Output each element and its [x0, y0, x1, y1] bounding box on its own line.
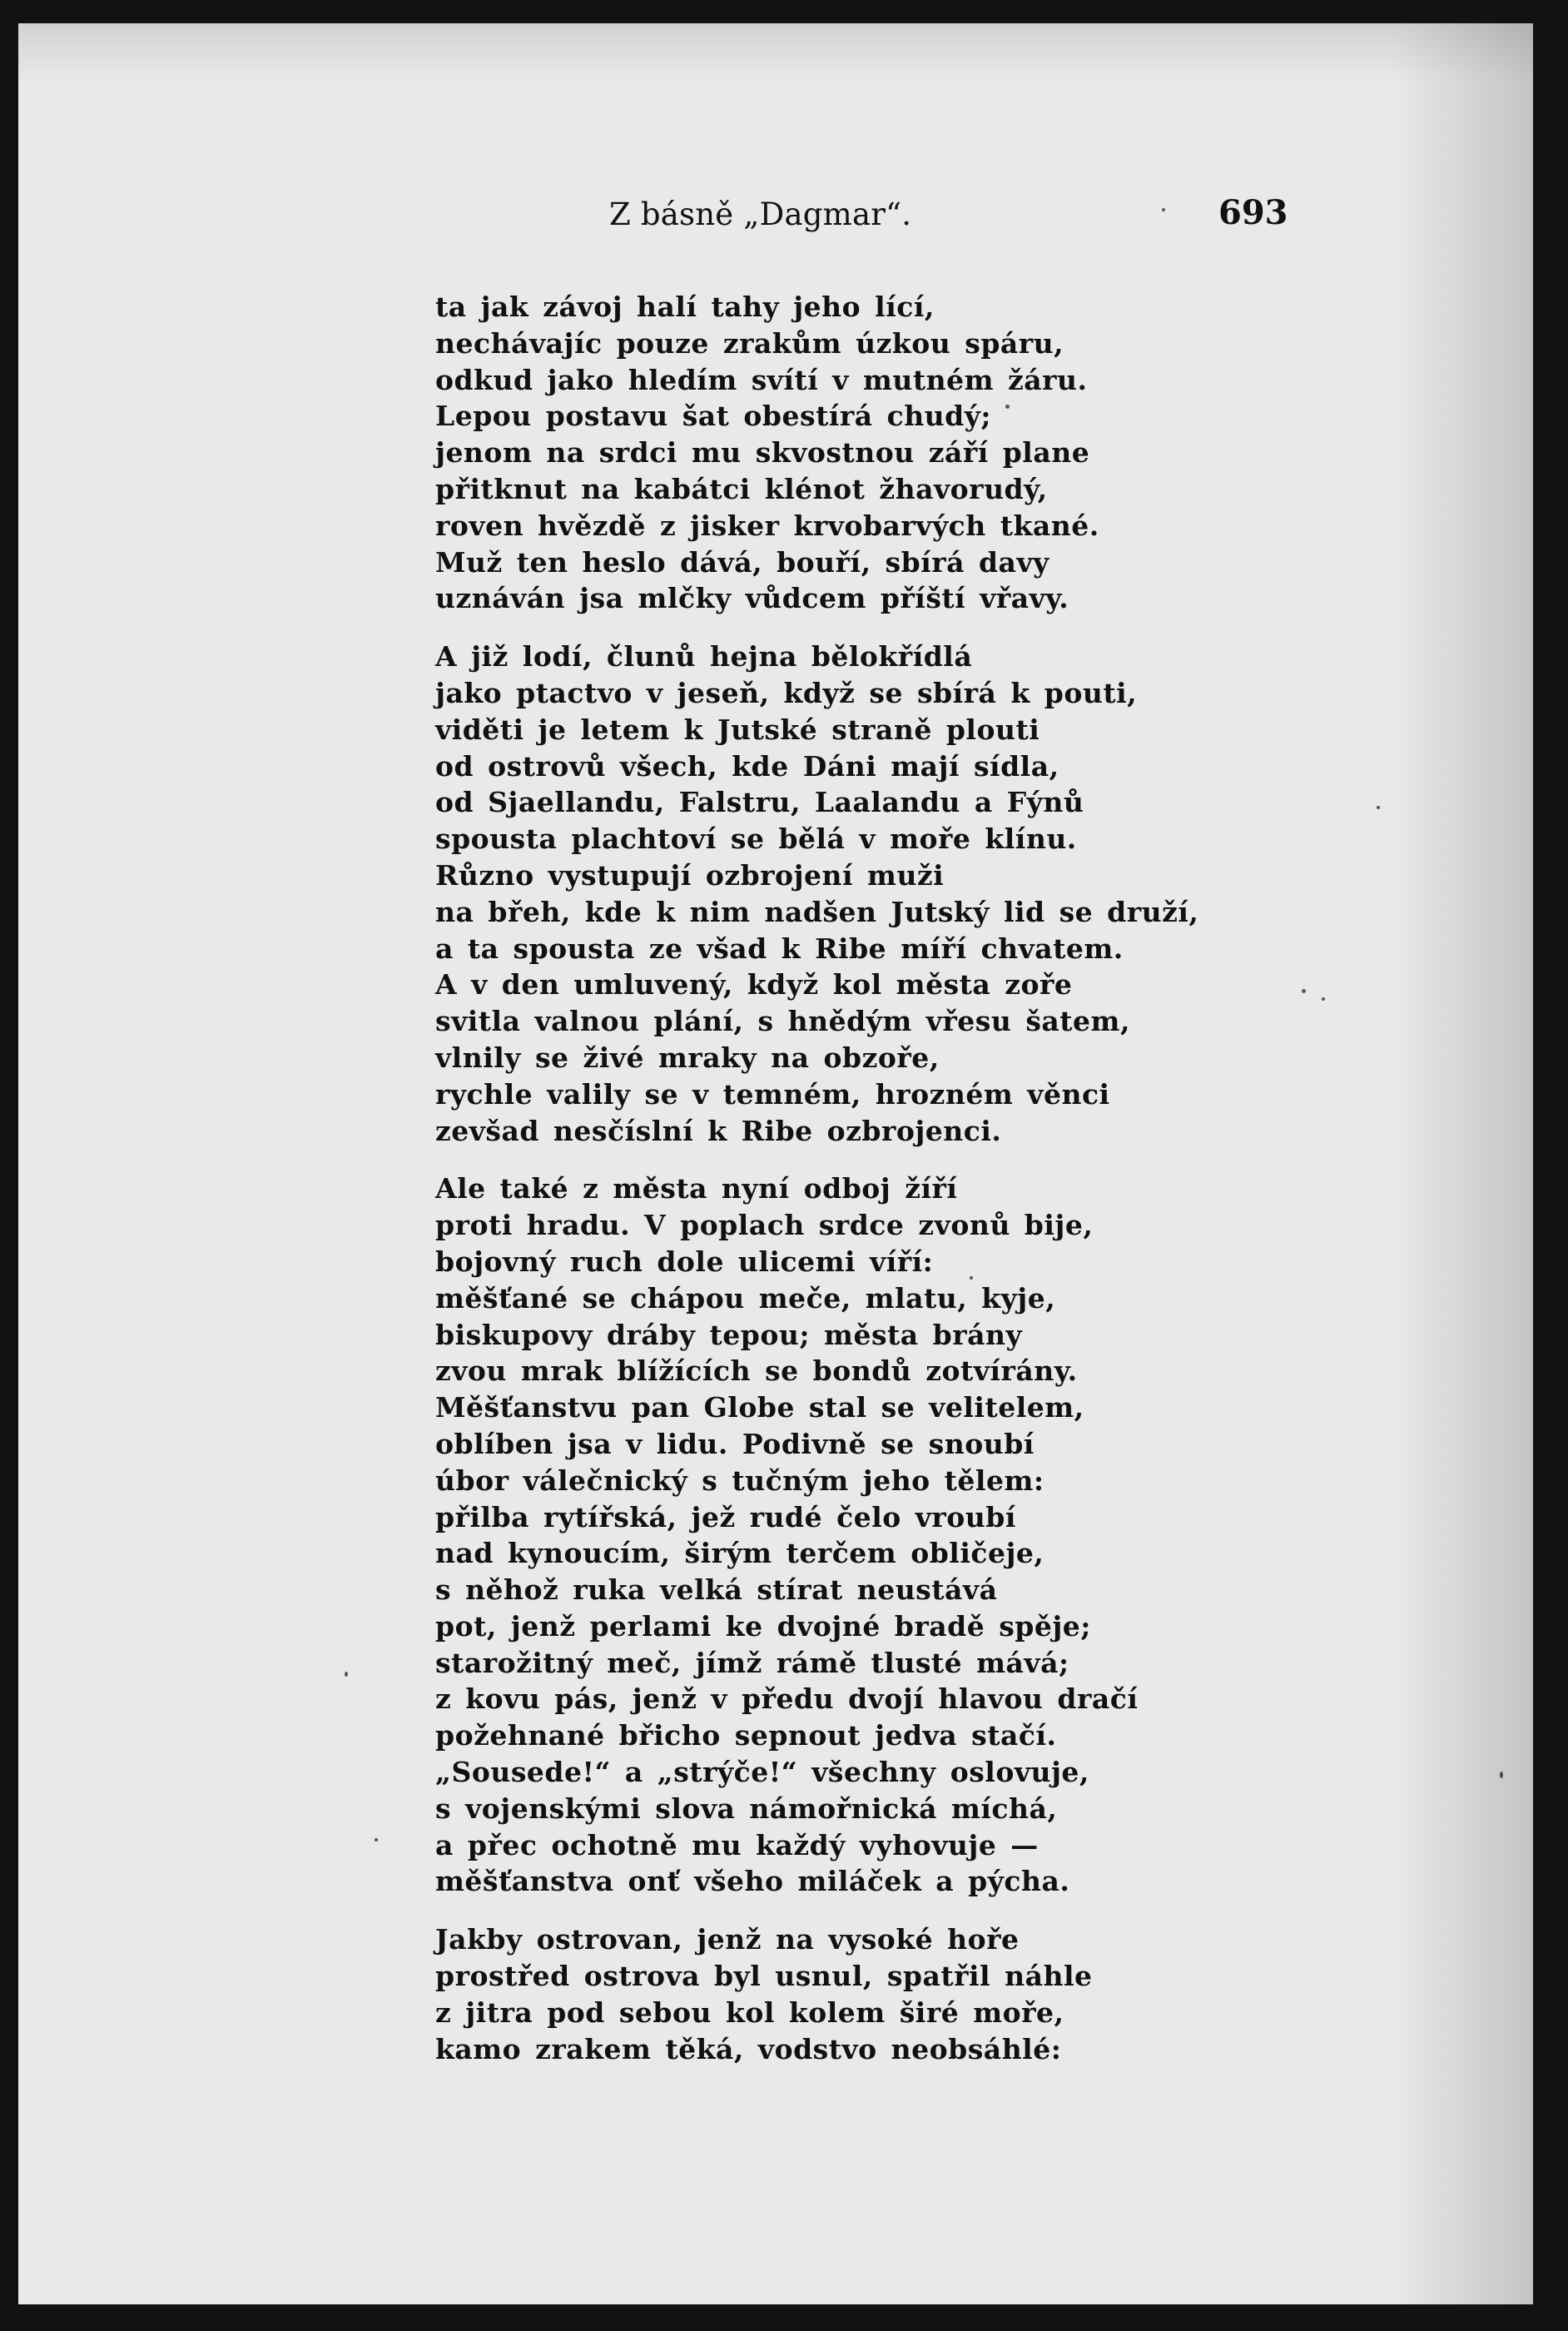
verse-line: Lepou postavu šat obestírá chudý;: [435, 400, 992, 433]
print-speck: [1005, 405, 1010, 409]
verse-line: z kovu pás, jenž v předu dvojí hlavou dračí: [435, 1682, 1139, 1716]
verse-line: A již lodí, člunů hejna bělokřídlá: [435, 640, 973, 673]
verse-line: zvou mrak blížících se bondů zotvírány.: [435, 1354, 1078, 1388]
verse-line: zevšad nesčíslní k Ribe ozbrojenci.: [435, 1114, 1002, 1147]
verse-line: jako ptactvo v jeseň, když se sbírá k pouti,: [435, 676, 1138, 709]
verse-line: úbor válečnický s tučným jeho tělem:: [435, 1464, 1045, 1497]
verse-line: spousta plachtoví se bělá v moře klínu.: [435, 823, 1077, 856]
print-speck: [1302, 989, 1306, 993]
verse-line: jenom na srdci mu skvostnou září plane: [435, 436, 1090, 470]
book-page: [18, 23, 1533, 2304]
verse-line: měšťanstva onť všeho miláček a pýcha.: [435, 1865, 1070, 1898]
verse-line: vlnily se živé mraky na obzoře,: [435, 1041, 940, 1074]
verse-line: měšťané se chápou meče, mlatu, kyje,: [435, 1281, 1056, 1315]
verse-line: „Sousede!“ a „strýče!“ všechny oslovuje,: [435, 1756, 1089, 1789]
print-speck: [345, 1672, 348, 1677]
verse-line: A v den umluvený, když kol města zoře: [435, 968, 1073, 1001]
verse-line: uznáván jsa mlčky vůdcem příští vřavy.: [435, 582, 1069, 615]
verse-line: prostřed ostrova byl usnul, spatřil náhle: [435, 1960, 1093, 1993]
running-title: Z básně „Dagmar“.: [609, 196, 912, 232]
verse-line: pot, jenž perlami ke dvojné bradě spěje;: [435, 1609, 1091, 1643]
verse-line: starožitný meč, jímž rámě tlusté mává;: [435, 1646, 1069, 1679]
verse-line: Muž ten heslo dává, bouří, sbírá davy: [435, 545, 1049, 579]
page-number: 693: [1218, 193, 1288, 232]
verse-line: kamo zrakem těká, vodstvo neobsáhlé:: [435, 2032, 1062, 2065]
verse-line: na břeh, kde k nim nadšen Jutský lid se druží,: [435, 895, 1199, 928]
verse-line: bojovný ruch dole ulicemi víří:: [435, 1245, 934, 1278]
print-speck: [970, 1276, 973, 1280]
verse-line: roven hvězdě z jisker krvobarvých tkané.: [435, 509, 1099, 542]
verse-line: přitknut na kabátci klénot žhavorudý,: [435, 472, 1048, 505]
verse-line: rychle valily se v temném, hrozném věnci: [435, 1077, 1110, 1111]
print-speck: [1322, 997, 1325, 1001]
verse-line: z jitra pod sebou kol kolem širé moře,: [435, 1996, 1064, 2029]
running-header: [18, 193, 1533, 246]
verse-line: nad kynoucím, širým terčem obličeje,: [435, 1537, 1045, 1570]
verse-line: Různo vystupují ozbrojení muži: [435, 858, 945, 892]
print-speck: [1377, 806, 1380, 809]
stanza-4: [435, 1921, 1359, 2067]
verse-line: odkud jako hledím svítí v mutném žáru.: [435, 363, 1088, 396]
verse-line: od ostrovů všech, kde Dáni mají sídla,: [435, 749, 1059, 783]
verse-line: svitla valnou plání, s hnědým vřesu šatem,: [435, 1005, 1130, 1038]
verse-line: proti hradu. V poplach srdce zvonů bije,: [435, 1209, 1094, 1242]
stanza-2: [435, 639, 1359, 1149]
verse-line: přilba rytířská, jež rudé čelo vroubí: [435, 1500, 1016, 1533]
verse-line: a ta spousta ze všad k Ribe míří chvatem.: [435, 932, 1124, 965]
verse-line: požehnané břicho sepnout jedva stačí.: [435, 1719, 1057, 1752]
verse-line: s vojenskými slova námořnická míchá,: [435, 1792, 1058, 1825]
print-speck: [1500, 1772, 1503, 1778]
verse-line: viděti je letem k Jutské straně plouti: [435, 713, 1040, 746]
print-speck: [1162, 208, 1165, 211]
stanza-3: [435, 1170, 1359, 1900]
verse-line: Jakby ostrovan, jenž na vysoké hoře: [435, 1923, 1020, 1956]
print-speck: [375, 1838, 378, 1841]
verse-line: a přec ochotně mu každý vyhovuje —: [435, 1828, 1039, 1861]
verse-line: nechávajíc pouze zrakům úzkou spáru,: [435, 326, 1064, 360]
verse-line: biskupovy dráby tepou; města brány: [435, 1318, 1023, 1351]
stanza-1: [435, 289, 1359, 617]
verse-line: Ale také z města nyní odboj žíří: [435, 1172, 958, 1205]
verse-line: s něhož ruka velká stírat neustává: [435, 1573, 998, 1607]
verse-line: od Sjaellandu, Falstru, Laalandu a Fýnů: [435, 786, 1084, 819]
verse-line: Měšťanstvu pan Globe stal se velitelem,: [435, 1391, 1084, 1424]
verse-line: oblíben jsa v lidu. Podivně se snoubí: [435, 1427, 1035, 1460]
poem-text: [435, 289, 1359, 2089]
verse-line: ta jak závoj halí tahy jeho lící,: [435, 291, 935, 323]
